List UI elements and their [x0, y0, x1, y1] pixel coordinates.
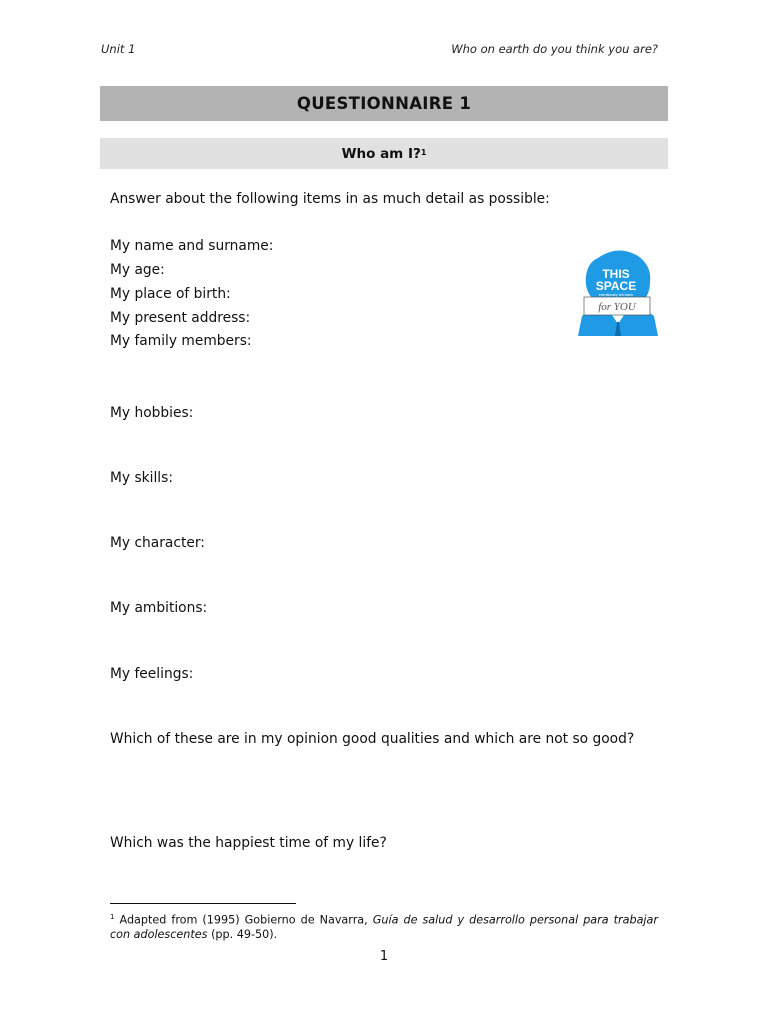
instructions: Answer about the following items in as much detail as possible:	[110, 191, 550, 207]
footnote-book-title: Guía de salud y desarrollo personal para trabajar con adolescentes	[110, 913, 658, 941]
page-title-text: QUESTIONNAIRE 1	[296, 94, 472, 113]
item-present-address: My present address:	[110, 310, 251, 326]
badge-line-1: THIS	[602, 267, 630, 281]
page-title	[100, 86, 668, 121]
footnote-prefix: Adapted from (1995) Gobierno de Navarra,	[119, 913, 368, 927]
unit-label: Unit 1	[101, 42, 136, 56]
item-skills: My skills:	[110, 470, 173, 486]
item-feelings: My feelings:	[110, 666, 194, 682]
badge-line-2: SPACE	[595, 279, 637, 293]
footnote-reference[interactable]: 1	[420, 148, 427, 157]
footnote-divider	[110, 903, 296, 904]
item-name-surname: My name and surname:	[110, 238, 274, 254]
item-happiest-time: Which was the happiest time of my life?	[110, 835, 387, 851]
footnote-suffix: (pp. 49-50).	[211, 927, 278, 941]
item-place-of-birth: My place of birth:	[110, 286, 231, 302]
section-subtitle	[100, 138, 668, 169]
footnote-number: 1	[110, 913, 115, 921]
item-good-qualities: Which of these are in my opinion good qualities and which are not so good?	[110, 731, 635, 747]
badge-line-4: for YOU	[598, 301, 636, 313]
footnote	[110, 910, 658, 942]
badge-line-3: intentionally left blank	[598, 293, 634, 297]
item-family-members: My family members:	[110, 333, 252, 349]
chapter-title: Who on earth do you think you are?	[451, 42, 658, 56]
this-space-badge-icon	[578, 248, 658, 336]
item-character: My character:	[110, 535, 205, 551]
page-number: 1	[379, 949, 389, 964]
item-ambitions: My ambitions:	[110, 600, 208, 616]
subtitle-text: Who am I?	[341, 145, 421, 162]
item-age: My age:	[110, 262, 165, 278]
item-hobbies: My hobbies:	[110, 405, 194, 421]
